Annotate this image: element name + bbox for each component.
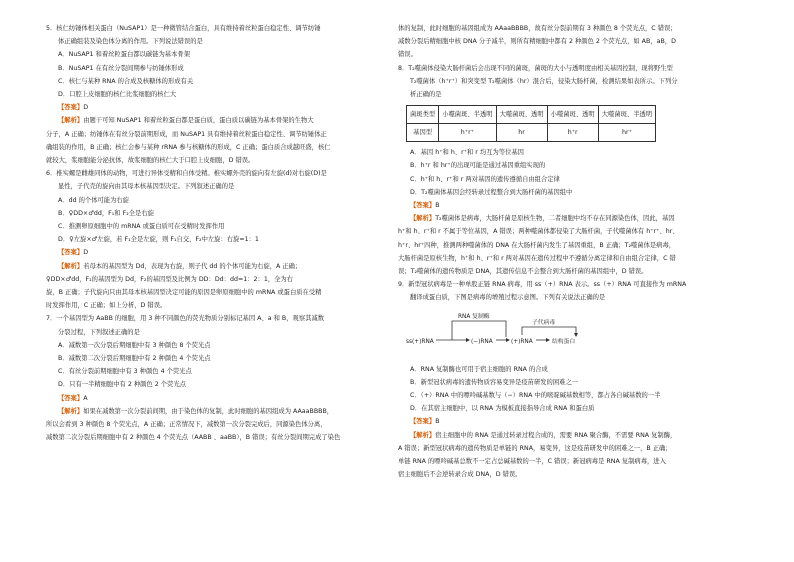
table-cell: hr⁺ <box>598 124 655 142</box>
structural-protein-label: 结构蛋白 <box>552 338 576 345</box>
analysis-text: 就较大，浆细胞能分泌抗体，故浆细胞的核仁大于口腔上皮细胞，D 错误。 <box>46 157 255 165</box>
q6-stem: 6．椎实螺是雌雄同体的动物，可进行异体受精和自体受精。椎实螺外壳的旋向有左旋(d)对右旋(D)是 <box>46 170 327 178</box>
q6-analysis <box>46 260 396 273</box>
q9-analysis <box>398 429 748 442</box>
analysis-text: 如果在减数第一次分裂前间期，由于染色体的复制，此时细胞的基因组成为 AAaaBBBB， <box>83 407 334 415</box>
left-column <box>46 22 396 445</box>
answer-label: 【答案】 <box>58 249 84 257</box>
analysis-text: 确组装的作用，B 正确；核仁会参与某种 rRNA 参与核糖体的形成，C 正确；蛋白质合成越旺盛，核仁 <box>46 143 331 151</box>
q6-option-a: A．dd 的个体可能为右旋 <box>58 196 129 204</box>
analysis-text: h⁺和 h、r⁺和 r 不属于等位基因，A 错误；两种噬菌体都侵染了大肠杆菌，子代噬菌体有 h⁺r⁺、hr、 <box>398 228 679 236</box>
q7-answer <box>46 392 396 405</box>
table-row <box>407 124 656 142</box>
analysis-text: 时发挥作用，C 正确；如上分析，D 错误。 <box>46 302 167 310</box>
q6-option-c: C．推测卵原细胞中的 mRNA 或蛋白质可在受精时发挥作用 <box>58 223 225 231</box>
q7-stem: 7．一个基因型为 AaBB 的细胞，用 3 种不同颜色的荧光物质分别标记基因 A、a 和 B，观察其减数 <box>46 315 325 323</box>
minus-rna-label: (−)RNA <box>471 338 493 345</box>
q5-option-c: C．核仁与某种 RNA 的合成及核糖体的形成有关 <box>58 77 194 85</box>
q7-analysis <box>46 405 396 418</box>
analysis-label: 【解析】 <box>58 117 84 125</box>
q8-answer <box>398 199 748 212</box>
q9-option-a: A．RNA 复制酶也可用于宿主细胞的 RNA 的合成 <box>410 365 548 373</box>
table-row-header: 基因型 <box>407 124 439 142</box>
q7-option-c: C．有丝分裂前期细胞中有 3 种颜色 4 个荧光点 <box>58 368 192 376</box>
answer-label: 【答案】 <box>58 104 84 112</box>
q7-option-d: D．只有一半精细胞中有 2 种颜色 2 个荧光点 <box>58 381 186 389</box>
analysis-text: 所以会看到 3 种颜色 8 个荧光点，A 正确；正常情况下，减数第一次分裂完成后，同源染色体分离， <box>46 421 327 429</box>
q6-answer <box>46 246 396 259</box>
q5-analysis <box>46 114 396 127</box>
q8-stem: 8．T₂噬菌体侵染大肠杆菌后会出现不同的菌斑，菌斑的大小与透明度由相关基因控制，现将野生型 <box>398 64 673 72</box>
analysis-text: 旋，B 正确；子代旋向只由其母本核基因型决定可能的原因是卵原细胞中的 mRNA 或蛋白质在受精 <box>46 289 322 297</box>
q8-option-b: B．h⁺r 和 hr⁺的出现可能是通过基因重组实现的 <box>410 162 546 170</box>
diagram-arrows <box>406 307 606 361</box>
q8-option-c: C．h⁺和 h、r⁺和 r 两对基因的遗传遵循自由组合定律 <box>410 175 560 183</box>
analysis-text: h⁺r、hr⁺四种，推测两种噬菌体的 DNA 在大肠杆菌内发生了基因重组，B 正确；T₂噬菌体是病毒， <box>398 241 676 249</box>
q7-analysis-cont: 减数分裂后精细胞中核 DNA 分子减半，则所有精细胞中都有 2 种颜色 2 个荧光点，如 AB，aB，D <box>398 38 676 46</box>
answer-value: D <box>83 249 89 257</box>
table-cell: h⁺r <box>547 124 598 142</box>
analysis-text: 由题干可知 NuSAP1 和着丝粒蛋白都是蛋白质，蛋白质以碳链为基本骨架的生物大 <box>83 117 314 125</box>
table-header-cell: 大噬菌斑、透明 <box>496 106 547 124</box>
analysis-text: T₂噬菌体是病毒，大肠杆菌是原核生物，二者细胞中均不存在同源染色体，因此，基因 <box>435 215 675 223</box>
arrow-head <box>466 338 470 342</box>
q5-option-b: B．NuSAP1 在有丝分裂间期参与纺锤体形成 <box>58 64 184 72</box>
phage-table <box>406 105 656 142</box>
q8-stem-cont: 析正确的是 <box>410 91 442 99</box>
table-header-cell: 小噬菌斑、透明 <box>547 106 598 124</box>
q5-option-a: A．NuSAP1 和着丝粒蛋白都以碳链为基本骨架 <box>58 51 190 59</box>
q9-stem-cont: 翻译成蛋白质，下图是病毒的增殖过程示意图。下列有关说法正确的是 <box>410 294 606 302</box>
q8-option-a: A．基因 h⁺和 h、r⁺和 r 均互为等位基因 <box>410 149 524 157</box>
analysis-text: 宿主细胞后不会逆转录合成 DNA，D 错误。 <box>398 471 522 479</box>
progeny-label: 子代病毒 <box>532 319 556 326</box>
answer-label: 【答案】 <box>410 418 436 426</box>
analysis-text: 宿主细胞中的 RNA 是通过转录过程合成的，需要 RNA 聚合酶，不需要 RNA 复制酶， <box>435 431 677 439</box>
q7-option-b: B．减数第二次分裂后期细胞中有 2 种颜色 4 个荧光点 <box>58 355 211 363</box>
table-cell: h⁺r⁺ <box>439 124 496 142</box>
analysis-text: ♀DD×♂dd，F₁的基因型为 Dd，F₂的基因型及比例为 DD：Dd：dd=1：2：1，全为右 <box>46 275 294 283</box>
answer-value: B <box>435 418 440 426</box>
q7-analysis-cont: 体的复制，此时细胞的基因组成为 AAaaBBBB，故有丝分裂前期有 3 种颜色 8 个荧光点，C 错误； <box>398 25 677 32</box>
ss-plus-rna-label: ss(+)RNA <box>406 338 434 345</box>
q5-stem-cont: 体正确组装及染色体分离的作用。下列说法错误的是 <box>58 38 203 46</box>
table-header-cell: 大噬菌斑、半透明 <box>598 106 655 124</box>
table-cell: hr <box>496 124 547 142</box>
table-header-cell: 小噬菌斑、半透明 <box>439 106 496 124</box>
q9-option-c: C．（+）RNA 中的嘌呤碱基数与（−）RNA 中的嘧啶碱基数相等，都占各自碱基数的一半 <box>410 392 661 400</box>
q8-stem-cont: T₂噬菌体（h⁺r⁺）和突变型 T₂噬菌体（hr）混合后，侵染大肠杆菌，检测结果如表所示。下列分 <box>410 77 678 85</box>
q9-stem: 9．新型冠状病毒是一种单股正链 RNA 病毒，用 ss（+）RNA 表示。ss（+）RNA 可直接作为 mRNA <box>398 281 687 289</box>
analysis-text: 误；T₂噬菌体的遗传物质是 DNA，其遗传信息不会整合到大肠杆菌的基因组中，D 错误。 <box>398 268 648 276</box>
plus-rna-label: (+)RNA <box>511 338 533 345</box>
analysis-label: 【解析】 <box>58 407 84 415</box>
right-column <box>398 22 748 481</box>
arrow-head <box>546 338 550 342</box>
q9-answer <box>398 415 748 428</box>
analysis-text: 减数第二次分裂后期细胞中有 2 种颜色 4 个荧光点（AABB 、aaBB），B 错误；有丝分裂间期完成了染色 <box>46 434 341 442</box>
analysis-text: A 错误；新型冠状病毒的遗传物质是单链的 RNA，易变异，这是疫苗研发中的困难之一，B 正确； <box>398 444 672 452</box>
q9-option-b: B．新型冠状病毒的遗传物质容易变异是疫苗研发的困难之一 <box>410 378 579 386</box>
q5-stem: 5．核仁纺锤体相关蛋白（NuSAP1）是一种微管结合蛋白，具有维持着丝粒蛋白稳定性、调节纺锤 <box>46 25 321 32</box>
answer-label: 【答案】 <box>410 202 436 210</box>
arrow-head <box>506 338 510 342</box>
virus-replication-diagram <box>406 307 606 361</box>
analysis-text: 若母本的基因型为 Dd，表现为右旋，则子代 dd 的个体可能为右旋，A 正确； <box>83 262 302 270</box>
answer-value: A <box>83 394 88 402</box>
table-row-header: 菌斑类型 <box>407 106 439 124</box>
q8-analysis <box>398 212 748 225</box>
q6-stem-cont: 显性，子代壳的旋向由其母本核基因型决定。下列叙述正确的是 <box>58 183 235 191</box>
q7-analysis-cont: 错误。 <box>398 51 417 59</box>
q8-option-d: D．T₂噬菌体基因会经转录过程整合到大肠杆菌的基因组中 <box>410 188 573 196</box>
analysis-label: 【解析】 <box>58 262 84 270</box>
q5-answer <box>46 101 396 114</box>
analysis-label: 【解析】 <box>410 431 436 439</box>
q6-option-b: B．♀DD×♂dd，F₁和 F₂全是右旋 <box>58 209 154 217</box>
q9-option-d: D．在其宿主细胞中，以 RNA 为模板直接指导合成 RNA 和蛋白质 <box>410 405 595 413</box>
table-row <box>407 106 656 124</box>
answer-value: B <box>435 202 440 210</box>
q7-stem-cont: 分裂过程，下列叙述正确的是 <box>58 328 140 336</box>
analysis-text: 大肠杆菌是原核生物，h⁺和 h、r⁺和 r 两对基因在遗传过程中不遵循分离定律和自由组合定律，C 错 <box>398 254 676 262</box>
q6-option-d: D．♀左旋×♂左旋，若 F₁全是左旋，则 F₁自交，F₂中左旋：右旋=1：1 <box>58 236 259 244</box>
analysis-label: 【解析】 <box>410 215 436 223</box>
q7-option-a: A．减数第一次分裂后期细胞中有 3 种颜色 8 个荧光点 <box>58 341 211 349</box>
answer-label: 【答案】 <box>58 394 84 402</box>
answer-value: D <box>83 104 89 112</box>
q5-option-d: D．口腔上皮细胞的核仁比浆细胞的核仁大 <box>58 91 177 99</box>
enzyme-label: RNA 复制酶 <box>458 313 490 320</box>
analysis-text: 分子，A 正确；纺锤体在有丝分裂前期形成，而 NuSAP1 具有维持着丝粒蛋白稳定性、调节纺锤体正 <box>46 130 327 138</box>
analysis-text: 单链 RNA 的嘌呤碱基总数不一定占总碱基数的一半，C 错误；新冠病毒是 RNA 复制病毒，进入 <box>398 458 666 466</box>
